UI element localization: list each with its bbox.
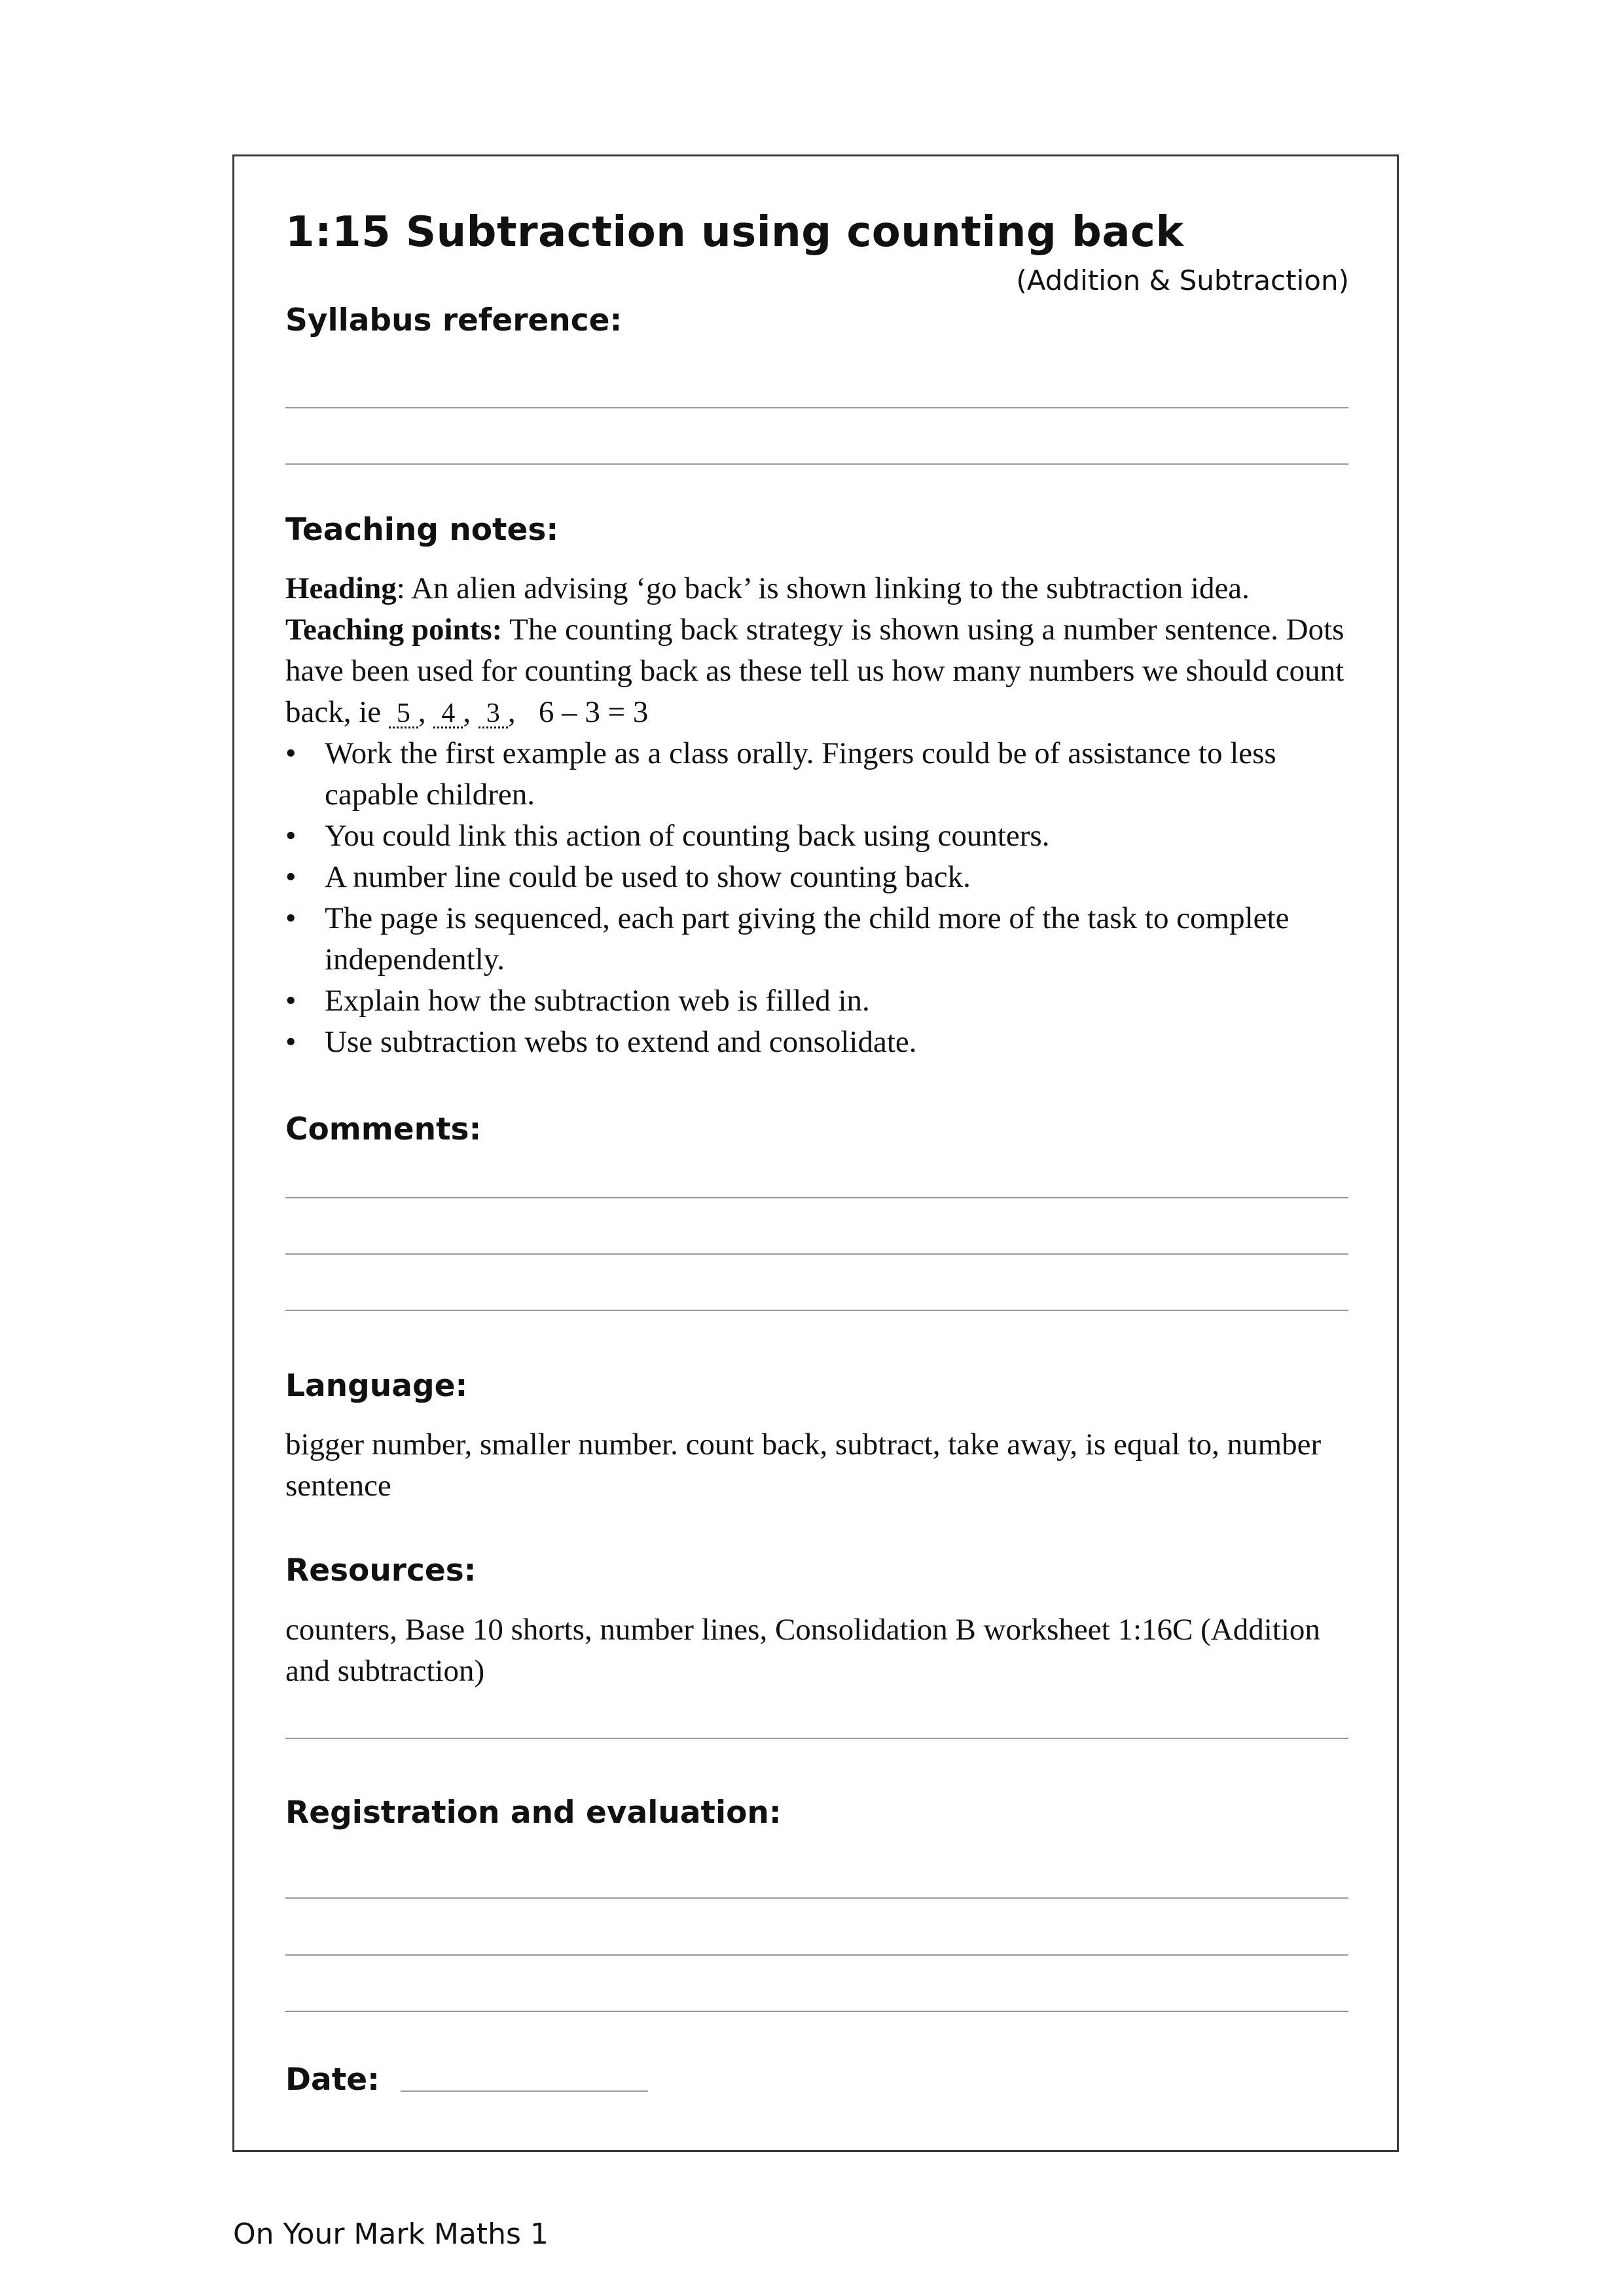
syllabus-line-1[interactable] [285, 407, 1348, 408]
comments-line-2[interactable] [285, 1253, 1348, 1255]
heading-note-text: : An alien advising ‘go back’ is shown linking to the subtraction idea. [396, 571, 1250, 605]
registration-line-1[interactable] [285, 1897, 1348, 1899]
heading-note-label: Heading [285, 571, 397, 605]
comments-line-3[interactable] [285, 1310, 1348, 1311]
page-subtitle: (Addition & Subtraction) [1016, 264, 1349, 296]
syllabus-line-2[interactable] [285, 463, 1348, 465]
page-title: 1:15 Subtraction using counting back [285, 208, 1184, 257]
resources-text: counters, Base 10 shorts, number lines, Consolidation B worksheet 1:16C (Addition and subtraction) [285, 1613, 1320, 1688]
registration-line-3[interactable] [285, 2011, 1348, 2012]
teaching-points-label: Teaching points: [285, 613, 503, 647]
list-item: • A number line could be used to show counting back. [285, 857, 1359, 898]
comments-heading: Comments: [285, 1111, 482, 1147]
date-field-line[interactable] [401, 2090, 648, 2092]
count-value: 5 [389, 700, 418, 728]
teaching-notes-heading: Teaching notes: [285, 512, 559, 548]
teaching-points-note: Teaching points: The counting back strategy is shown using a number sentence. Dots have been used for counting back as these tell us how many numbers we should count back, ie 5 , 4 , 3 , 6 – 3 = 3 [285, 613, 1344, 729]
comments-line-1[interactable] [285, 1197, 1348, 1198]
syllabus-heading: Syllabus reference: [285, 302, 623, 338]
count-value: 4 [433, 700, 463, 728]
registration-heading: Registration and evaluation: [285, 1795, 782, 1831]
resources-line[interactable] [285, 1738, 1348, 1739]
date-label: Date: [285, 2062, 380, 2098]
teaching-notes-body [285, 568, 1359, 1063]
page-frame [232, 154, 1399, 2152]
list-item: • You could link this action of counting back using counters. [285, 816, 1359, 857]
resources-heading: Resources: [285, 1552, 477, 1588]
list-item: • Explain how the subtraction web is filled in. [285, 980, 1359, 1022]
list-item: • Work the first example as a class orally. Fingers could be of assistance to less capable children. [285, 733, 1359, 816]
heading-note [285, 568, 1359, 609]
page-footer: On Your Mark Maths 1 [233, 2217, 549, 2251]
count-value: 3 [478, 700, 508, 728]
teaching-bullets [285, 733, 1359, 1063]
list-item: • The page is sequenced, each part giving the child more of the task to complete independently. [285, 898, 1359, 980]
equation: 6 – 3 = 3 [538, 695, 649, 729]
language-text: bigger number, smaller number. count back, subtract, take away, is equal to, number sentence [285, 1427, 1322, 1503]
language-heading: Language: [285, 1368, 468, 1404]
list-item: • Use subtraction webs to extend and consolidate. [285, 1022, 1359, 1063]
teaching-points-text: The counting back strategy is shown using a number sentence. Dots have been used for counting back as these tell us how many numbers we should count back, ie [285, 613, 1344, 729]
registration-line-2[interactable] [285, 1954, 1348, 1956]
